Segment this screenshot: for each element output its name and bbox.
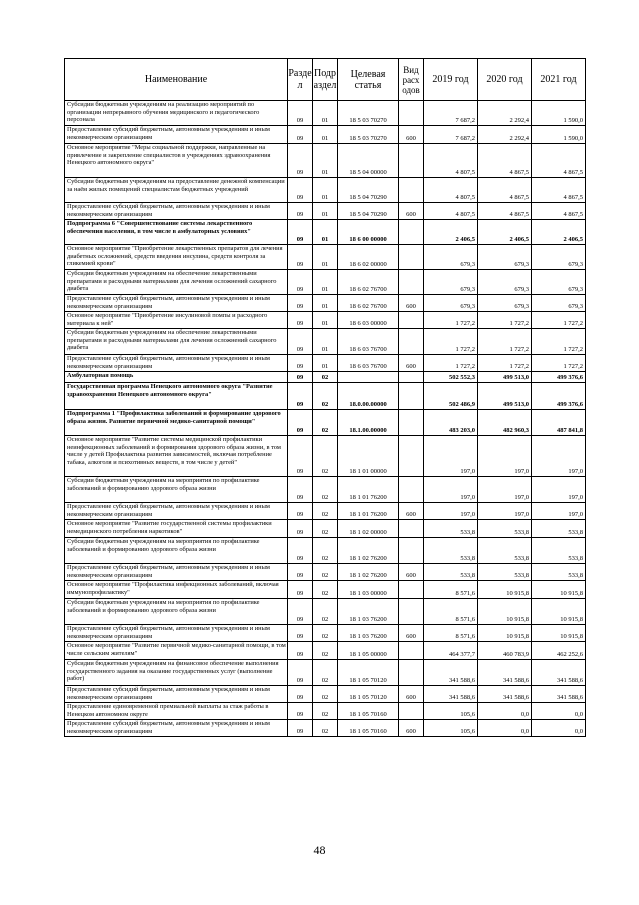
table-row xyxy=(65,126,586,144)
row-value-2019: 105,6 xyxy=(424,720,478,737)
row-value-2021: 1 727,2 xyxy=(532,329,586,355)
row-value-2019: 679,3 xyxy=(424,245,478,270)
table-body xyxy=(65,101,586,737)
table-row xyxy=(65,477,586,503)
row-value-2019: 105,6 xyxy=(424,703,478,720)
row-razdel: 09 xyxy=(288,101,313,126)
row-value-2020: 197,0 xyxy=(478,503,532,520)
header-razdel: Разде л xyxy=(288,59,313,101)
row-tselevaya-statya: 18 1 03 00000 xyxy=(338,581,399,599)
row-value-2020: 10 915,8 xyxy=(478,625,532,642)
row-name: Основное мероприятие "Развитие системы медицинской профилактики неинфекционных заболеваний и формирования здорового образа жизни, в том числе у детей Профилактика развития зависимостей, включая потребление табака, алкоголя и психотивных веществ, в том числе у детей" xyxy=(65,436,288,477)
row-value-2019: 533,8 xyxy=(424,538,478,564)
row-vid-rashodov: 600 xyxy=(399,720,424,737)
row-vid-rashodov xyxy=(399,660,424,686)
table-row xyxy=(65,581,586,599)
row-value-2020: 499 513,0 xyxy=(478,372,532,383)
row-razdel: 09 xyxy=(288,126,313,144)
row-podrazdel: 02 xyxy=(313,581,338,599)
row-razdel: 09 xyxy=(288,410,313,436)
row-razdel: 09 xyxy=(288,355,313,372)
row-tselevaya-statya: 18 6 03 76700 xyxy=(338,355,399,372)
row-value-2019: 341 588,6 xyxy=(424,660,478,686)
row-podrazdel: 02 xyxy=(313,642,338,660)
table-row xyxy=(65,599,586,625)
row-razdel: 09 xyxy=(288,203,313,220)
row-tselevaya-statya: 18 6 02 76700 xyxy=(338,295,399,312)
row-vid-rashodov: 600 xyxy=(399,503,424,520)
table-row xyxy=(65,220,586,245)
row-name: Основное мероприятие "Развитие государственной системы профилактики немедицинского потребления наркотиков" xyxy=(65,520,288,538)
row-name: Предоставление субсидий бюджетным, автономным учреждениям и иным некоммерческим организациям xyxy=(65,564,288,581)
table-row xyxy=(65,245,586,270)
row-razdel: 09 xyxy=(288,270,313,295)
row-razdel: 09 xyxy=(288,477,313,503)
table-header-row xyxy=(65,59,586,101)
row-tselevaya-statya: 18 5 04 00000 xyxy=(338,144,399,178)
row-value-2020: 1 727,2 xyxy=(478,312,532,329)
row-value-2020: 533,8 xyxy=(478,520,532,538)
row-name: Подпрограмма 1 "Профилактика заболеваний и формирование здорового образа жизни. Развитие первичной медико-санитарной помощи" xyxy=(65,410,288,436)
table-row xyxy=(65,703,586,720)
row-value-2021: 4 867,5 xyxy=(532,203,586,220)
row-value-2019: 7 687,2 xyxy=(424,101,478,126)
header-name: Наименование xyxy=(65,59,288,101)
row-razdel: 09 xyxy=(288,686,313,703)
row-podrazdel: 01 xyxy=(313,295,338,312)
row-vid-rashodov xyxy=(399,270,424,295)
row-vid-rashodov xyxy=(399,220,424,245)
row-podrazdel: 01 xyxy=(313,355,338,372)
table-row xyxy=(65,295,586,312)
row-name: Государственная программа Ненецкого автономного округа "Развитие здравоохранения Ненецкого автономного округа" xyxy=(65,383,288,410)
row-value-2020: 679,3 xyxy=(478,295,532,312)
row-value-2020: 499 513,0 xyxy=(478,383,532,410)
row-value-2021: 1 727,2 xyxy=(532,312,586,329)
table-row xyxy=(65,436,586,477)
row-vid-rashodov xyxy=(399,599,424,625)
row-vid-rashodov xyxy=(399,245,424,270)
row-value-2020: 0,0 xyxy=(478,720,532,737)
row-vid-rashodov xyxy=(399,520,424,538)
row-podrazdel: 02 xyxy=(313,477,338,503)
row-podrazdel: 01 xyxy=(313,144,338,178)
row-value-2019: 679,3 xyxy=(424,270,478,295)
row-value-2021: 499 376,6 xyxy=(532,383,586,410)
row-name: Предоставление субсидий бюджетным, автономным учреждениям и иным некоммерческим организациям xyxy=(65,503,288,520)
table-row xyxy=(65,642,586,660)
row-value-2021: 462 252,6 xyxy=(532,642,586,660)
row-value-2020: 341 588,6 xyxy=(478,686,532,703)
row-value-2021: 341 588,6 xyxy=(532,686,586,703)
row-tselevaya-statya: 18 1 05 70160 xyxy=(338,720,399,737)
row-tselevaya-statya xyxy=(338,372,399,383)
row-value-2021: 0,0 xyxy=(532,703,586,720)
row-value-2021: 533,8 xyxy=(532,520,586,538)
row-podrazdel: 02 xyxy=(313,503,338,520)
row-value-2021: 197,0 xyxy=(532,503,586,520)
budget-table xyxy=(64,58,586,737)
row-value-2019: 4 807,5 xyxy=(424,203,478,220)
page-number: 48 xyxy=(313,843,326,857)
row-vid-rashodov: 600 xyxy=(399,564,424,581)
table-row xyxy=(65,383,586,410)
row-value-2019: 502 486,9 xyxy=(424,383,478,410)
row-name: Предоставление субсидий бюджетным, автономным учреждениям и иным некоммерческим организациям xyxy=(65,203,288,220)
row-value-2021: 1 590,0 xyxy=(532,101,586,126)
row-value-2019: 533,8 xyxy=(424,564,478,581)
row-tselevaya-statya: 18 1 05 70120 xyxy=(338,686,399,703)
row-podrazdel: 01 xyxy=(313,101,338,126)
row-value-2021: 0,0 xyxy=(532,720,586,737)
row-value-2019: 2 406,5 xyxy=(424,220,478,245)
row-tselevaya-statya: 18 1 02 76200 xyxy=(338,564,399,581)
row-razdel: 09 xyxy=(288,220,313,245)
table-row xyxy=(65,101,586,126)
table-row xyxy=(65,355,586,372)
table-row xyxy=(65,520,586,538)
row-podrazdel: 02 xyxy=(313,599,338,625)
table-row xyxy=(65,503,586,520)
row-tselevaya-statya: 18 1 02 76200 xyxy=(338,538,399,564)
row-tselevaya-statya: 18 1 03 76200 xyxy=(338,625,399,642)
row-razdel: 09 xyxy=(288,178,313,203)
header-2019: 2019 год xyxy=(424,59,478,101)
row-razdel: 09 xyxy=(288,503,313,520)
row-podrazdel: 02 xyxy=(313,383,338,410)
row-vid-rashodov xyxy=(399,372,424,383)
row-name: Субсидии бюджетным учреждениям на предоставление денежной компенсации за наём жилых помещений специалистам бюджетных учреждений xyxy=(65,178,288,203)
row-razdel: 09 xyxy=(288,538,313,564)
row-razdel: 09 xyxy=(288,372,313,383)
row-podrazdel: 01 xyxy=(313,178,338,203)
row-value-2020: 1 727,2 xyxy=(478,355,532,372)
row-razdel: 09 xyxy=(288,245,313,270)
row-value-2020: 533,8 xyxy=(478,564,532,581)
row-podrazdel: 01 xyxy=(313,329,338,355)
row-vid-rashodov xyxy=(399,477,424,503)
row-value-2019: 197,0 xyxy=(424,503,478,520)
table-row xyxy=(65,686,586,703)
row-razdel: 09 xyxy=(288,295,313,312)
row-podrazdel: 02 xyxy=(313,703,338,720)
row-name: Предоставление субсидий бюджетным, автономным учреждениям и иным некоммерческим организациям xyxy=(65,720,288,737)
row-tselevaya-statya: 18 1 05 00000 xyxy=(338,642,399,660)
table-row xyxy=(65,178,586,203)
row-podrazdel: 01 xyxy=(313,270,338,295)
row-podrazdel: 02 xyxy=(313,564,338,581)
row-value-2019: 8 571,6 xyxy=(424,599,478,625)
row-razdel: 09 xyxy=(288,581,313,599)
row-podrazdel: 01 xyxy=(313,203,338,220)
row-tselevaya-statya: 18 5 03 70270 xyxy=(338,126,399,144)
row-value-2021: 533,8 xyxy=(532,538,586,564)
row-podrazdel: 02 xyxy=(313,538,338,564)
row-razdel: 09 xyxy=(288,642,313,660)
row-name: Предоставление единовременной премиальной выплаты за стаж работы в Ненецком автономном округе xyxy=(65,703,288,720)
row-vid-rashodov: 600 xyxy=(399,355,424,372)
row-value-2020: 341 588,6 xyxy=(478,660,532,686)
row-value-2021: 10 915,8 xyxy=(532,581,586,599)
row-tselevaya-statya: 18 6 03 00000 xyxy=(338,312,399,329)
table-row xyxy=(65,329,586,355)
row-podrazdel: 02 xyxy=(313,372,338,383)
row-vid-rashodov xyxy=(399,312,424,329)
row-value-2020: 533,8 xyxy=(478,538,532,564)
row-tselevaya-statya: 18 1 02 00000 xyxy=(338,520,399,538)
row-tselevaya-statya: 18 1 01 76200 xyxy=(338,477,399,503)
row-value-2020: 679,3 xyxy=(478,245,532,270)
header-podrazdel: Подр аздел xyxy=(313,59,338,101)
row-razdel: 09 xyxy=(288,599,313,625)
row-value-2021: 4 867,5 xyxy=(532,178,586,203)
row-name: Амбулаторная помощь xyxy=(65,372,288,383)
row-name: Субсидии бюджетным учреждениям на мероприятия по профилактике заболеваний и формированию здорового образа жизни xyxy=(65,538,288,564)
table-row xyxy=(65,538,586,564)
row-podrazdel: 01 xyxy=(313,245,338,270)
row-vid-rashodov xyxy=(399,581,424,599)
row-podrazdel: 02 xyxy=(313,520,338,538)
row-vid-rashodov xyxy=(399,703,424,720)
row-podrazdel: 01 xyxy=(313,126,338,144)
row-name: Предоставление субсидий бюджетным, автономным учреждениям и иным некоммерческим организациям xyxy=(65,686,288,703)
header-2021: 2021 год xyxy=(532,59,586,101)
row-vid-rashodov xyxy=(399,144,424,178)
row-name: Подпрограмма 6 "Совершенствование системы лекарственного обеспечения населения, в том числе в амбулаторных условиях" xyxy=(65,220,288,245)
row-vid-rashodov xyxy=(399,410,424,436)
row-podrazdel: 02 xyxy=(313,436,338,477)
table-row xyxy=(65,720,586,737)
row-value-2021: 679,3 xyxy=(532,270,586,295)
row-value-2021: 4 867,5 xyxy=(532,144,586,178)
row-value-2019: 679,3 xyxy=(424,295,478,312)
row-value-2021: 2 406,5 xyxy=(532,220,586,245)
table-row xyxy=(65,625,586,642)
row-name: Основное мероприятие "Приобретение инсулиновой помпы и расходного материала к ней" xyxy=(65,312,288,329)
row-vid-rashodov: 600 xyxy=(399,686,424,703)
row-tselevaya-statya: 18.1.00.00000 xyxy=(338,410,399,436)
row-value-2021: 533,8 xyxy=(532,564,586,581)
row-value-2021: 10 915,8 xyxy=(532,599,586,625)
row-razdel: 09 xyxy=(288,703,313,720)
row-tselevaya-statya: 18 1 01 76200 xyxy=(338,503,399,520)
row-tselevaya-statya: 18 5 04 70290 xyxy=(338,178,399,203)
row-value-2019: 7 687,2 xyxy=(424,126,478,144)
row-tselevaya-statya: 18 6 02 00000 xyxy=(338,245,399,270)
row-vid-rashodov xyxy=(399,436,424,477)
table-row xyxy=(65,203,586,220)
row-value-2020: 10 915,8 xyxy=(478,599,532,625)
row-name: Субсидии бюджетным учреждениям на мероприятия по профилактике заболеваний и формированию здорового образа жизни xyxy=(65,477,288,503)
row-value-2019: 341 588,6 xyxy=(424,686,478,703)
header-2020: 2020 год xyxy=(478,59,532,101)
table-row xyxy=(65,144,586,178)
row-value-2020: 679,3 xyxy=(478,270,532,295)
row-value-2020: 1 727,2 xyxy=(478,329,532,355)
row-value-2019: 4 807,5 xyxy=(424,144,478,178)
row-vid-rashodov: 600 xyxy=(399,203,424,220)
row-tselevaya-statya: 18 5 03 70270 xyxy=(338,101,399,126)
row-razdel: 09 xyxy=(288,144,313,178)
row-value-2019: 8 571,6 xyxy=(424,625,478,642)
row-vid-rashodov: 600 xyxy=(399,295,424,312)
row-vid-rashodov xyxy=(399,178,424,203)
row-razdel: 09 xyxy=(288,383,313,410)
row-podrazdel: 01 xyxy=(313,220,338,245)
row-podrazdel: 02 xyxy=(313,410,338,436)
row-razdel: 09 xyxy=(288,564,313,581)
row-value-2019: 4 807,5 xyxy=(424,178,478,203)
row-razdel: 09 xyxy=(288,329,313,355)
row-value-2019: 197,0 xyxy=(424,436,478,477)
row-value-2021: 679,3 xyxy=(532,295,586,312)
row-value-2019: 8 571,6 xyxy=(424,581,478,599)
row-name: Основное мероприятие "Профилактика инфекционных заболеваний, включая иммунопрофилактику" xyxy=(65,581,288,599)
row-value-2021: 197,0 xyxy=(532,477,586,503)
row-value-2021: 197,0 xyxy=(532,436,586,477)
table-row xyxy=(65,410,586,436)
row-value-2020: 482 960,3 xyxy=(478,410,532,436)
row-name: Основное мероприятие "Приобретение лекарственных препаратов для лечения диабетных осложнений, средств введения инсулина, средств контроля за гликемией крови" xyxy=(65,245,288,270)
row-value-2021: 499 376,6 xyxy=(532,372,586,383)
row-name: Предоставление субсидий бюджетным, автономным учреждениям и иным некоммерческим организациям xyxy=(65,126,288,144)
row-name: Субсидии бюджетным учреждениям на обеспечение лекарственными препаратами и расходными материалами для лечения осложнений сахарного диабета xyxy=(65,329,288,355)
row-value-2019: 1 727,2 xyxy=(424,355,478,372)
row-razdel: 09 xyxy=(288,625,313,642)
row-vid-rashodov xyxy=(399,329,424,355)
row-value-2020: 0,0 xyxy=(478,703,532,720)
row-value-2020: 2 406,5 xyxy=(478,220,532,245)
table-row xyxy=(65,660,586,686)
row-name: Субсидии бюджетным учреждениям на финансовое обеспечение выполнения государственного задания на оказание государственных услуг (выполнение работ) xyxy=(65,660,288,686)
row-tselevaya-statya: 18 1 05 70160 xyxy=(338,703,399,720)
row-podrazdel: 02 xyxy=(313,660,338,686)
header-tselevaya-statya: Целевая статья xyxy=(338,59,399,101)
row-name: Основное мероприятие "Развитие первичной медико-санитарной помощи, в том числе сельским жителям" xyxy=(65,642,288,660)
row-tselevaya-statya: 18 1 03 76200 xyxy=(338,599,399,625)
table-row xyxy=(65,564,586,581)
row-podrazdel: 02 xyxy=(313,625,338,642)
table-row xyxy=(65,372,586,383)
row-value-2020: 197,0 xyxy=(478,436,532,477)
row-value-2020: 10 915,8 xyxy=(478,581,532,599)
row-razdel: 09 xyxy=(288,312,313,329)
row-razdel: 09 xyxy=(288,660,313,686)
row-value-2021: 679,3 xyxy=(532,245,586,270)
row-name: Предоставление субсидий бюджетным, автономным учреждениям и иным некоммерческим организациям xyxy=(65,625,288,642)
row-value-2019: 464 377,7 xyxy=(424,642,478,660)
row-value-2020: 4 867,5 xyxy=(478,178,532,203)
row-tselevaya-statya: 18.0.00.00000 xyxy=(338,383,399,410)
row-vid-rashodov xyxy=(399,538,424,564)
row-value-2021: 1 590,0 xyxy=(532,126,586,144)
row-name: Предоставление субсидий бюджетным, автономным учреждениям и иным некоммерческим организациям xyxy=(65,295,288,312)
row-name: Субсидии бюджетным учреждениям на реализацию мероприятий по организации непрерывного обучения медицинского и педагогического персонала xyxy=(65,101,288,126)
row-tselevaya-statya: 18 6 00 00000 xyxy=(338,220,399,245)
row-value-2021: 10 915,8 xyxy=(532,625,586,642)
row-tselevaya-statya: 18 1 05 70120 xyxy=(338,660,399,686)
row-value-2019: 502 552,3 xyxy=(424,372,478,383)
header-vid-rashodov: Вид расх одов xyxy=(399,59,424,101)
table-row xyxy=(65,270,586,295)
row-vid-rashodov xyxy=(399,642,424,660)
row-value-2020: 197,0 xyxy=(478,477,532,503)
row-name: Основное мероприятие "Меры социальной поддержки, направленные на привлечение и закрепление специалистов в учреждениях здравоохранения Ненецкого автономного округа" xyxy=(65,144,288,178)
row-value-2020: 4 867,5 xyxy=(478,203,532,220)
row-value-2019: 533,8 xyxy=(424,520,478,538)
row-tselevaya-statya: 18 6 03 76700 xyxy=(338,329,399,355)
row-vid-rashodov: 600 xyxy=(399,625,424,642)
row-value-2021: 341 588,6 xyxy=(532,660,586,686)
row-tselevaya-statya: 18 5 04 70290 xyxy=(338,203,399,220)
row-vid-rashodov xyxy=(399,383,424,410)
row-tselevaya-statya: 18 6 02 76700 xyxy=(338,270,399,295)
row-value-2020: 2 292,4 xyxy=(478,126,532,144)
row-tselevaya-statya: 18 1 01 00000 xyxy=(338,436,399,477)
row-value-2020: 460 783,9 xyxy=(478,642,532,660)
row-name: Субсидии бюджетным учреждениям на обеспечение лекарственными препаратами и расходными материалами для лечения осложнений сахарного диабета xyxy=(65,270,288,295)
row-value-2021: 1 727,2 xyxy=(532,355,586,372)
row-podrazdel: 01 xyxy=(313,312,338,329)
row-name: Предоставление субсидий бюджетным, автономным учреждениям и иным некоммерческим организациям xyxy=(65,355,288,372)
row-value-2020: 2 292,4 xyxy=(478,101,532,126)
row-podrazdel: 02 xyxy=(313,720,338,737)
row-value-2019: 483 203,0 xyxy=(424,410,478,436)
row-value-2019: 1 727,2 xyxy=(424,312,478,329)
row-value-2020: 4 867,5 xyxy=(478,144,532,178)
row-vid-rashodov: 600 xyxy=(399,126,424,144)
row-value-2021: 487 841,8 xyxy=(532,410,586,436)
row-name: Субсидии бюджетным учреждениям на мероприятия по профилактике заболеваний и формированию здорового образа жизни xyxy=(65,599,288,625)
row-vid-rashodov xyxy=(399,101,424,126)
row-razdel: 09 xyxy=(288,436,313,477)
row-razdel: 09 xyxy=(288,520,313,538)
table-row xyxy=(65,312,586,329)
row-razdel: 09 xyxy=(288,720,313,737)
row-value-2019: 197,0 xyxy=(424,477,478,503)
row-value-2019: 1 727,2 xyxy=(424,329,478,355)
row-podrazdel: 02 xyxy=(313,686,338,703)
